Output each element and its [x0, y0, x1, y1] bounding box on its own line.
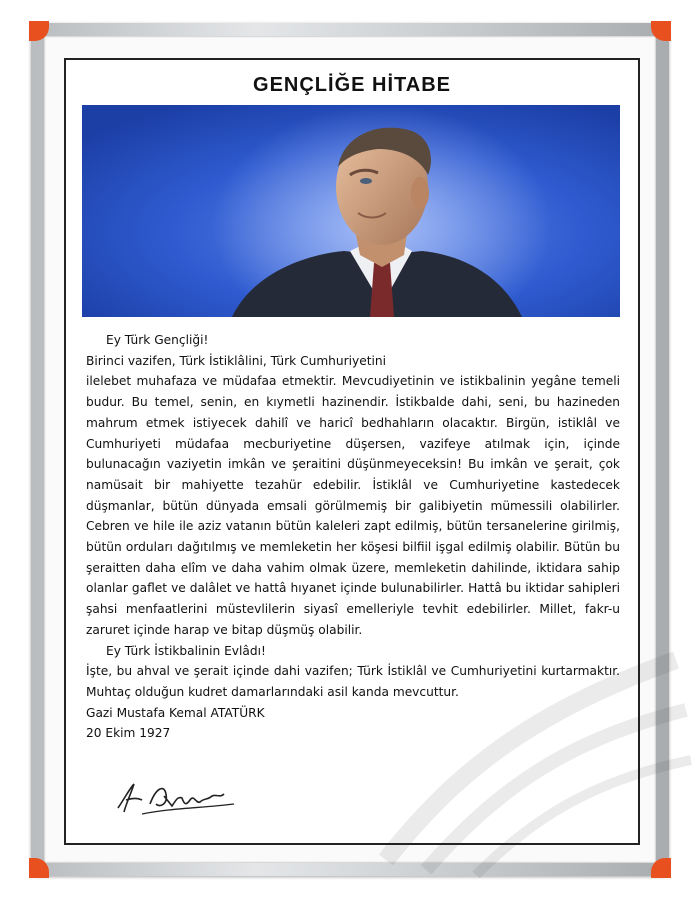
greeting: Ey Türk Gençliği! — [106, 333, 209, 347]
first-line: Birinci vazifen, Türk İstiklâlini, Türk Cumhuriyetini — [86, 353, 387, 368]
background-watermark — [366, 620, 696, 880]
date: 20 Ekim 1927 — [86, 726, 171, 741]
signature-image — [112, 774, 242, 820]
paragraph-2: İşte, bu ahval ve şerait içinde dahi vazifen; Türk İstiklâl ve Cumhuriyetini kurtarmaktır. Muhtaç olduğun kudret damarlarındaki asil kanda mevcuttur. — [86, 664, 620, 699]
author-name: Gazi Mustafa Kemal ATATÜRK — [86, 705, 265, 720]
paragraph-1: ilelebet muhafaza ve müdafaa etmektir. Mevcudiyetinin ve istikbalinin yegâne temeli budur. Bu temel, senin, en kıymetli hazinendir. İstikbalde dahi, seni, bu hazineden mahrum etmek istiyecek dahilî ve haricî bedhahların olacaktır. Birgün, istiklâl ve Cumhuriyeti müdafaa mecburiyetine düşersen, vazifeye atılmak için, içinde bulunacağın vaziyetin imkân ve şeraitini düşünmeyeceksin! Bu imkân ve şerait, çok namüsait bir mahiyette tezahür edebilir. İstiklâl ve Cumhuriyetine kastedecek düşmanlar, bütün dünyada emsali görülmemiş bir galibiyetin mümessili olabilirler. Cebren ve hile ile aziz vatanın bütün kaleleri zapt edilmiş, bütün tersanelerine girilmiş, bütün orduları dağıtılmış ve memleketin her köşesi bilfiil işgal edilmiş olabilir. Bütün bu şeraitten daha elîm ve daha vahim olmak üzere, memleketin dahilinde, iktidara sahip olanlar gaflet ve dalâlet ve hattâ hıyanet içinde bulunabilirler. Hattâ bu iktidar sahipleri şahsi menfaatlerini müstevlilerin siyasî emelleriyle tevhit edebilirler. Millet, fakr-u zaruret içinde harap ve bitap düşmüş olabilir. — [86, 374, 620, 637]
poster-title: GENÇLİĞE HİTABE — [253, 74, 451, 96]
portrait-illustration — [82, 105, 620, 317]
poster — [64, 58, 640, 845]
portrait-photo — [82, 105, 620, 317]
address-2: Ey Türk İstikbalinin Evlâdı! — [106, 643, 266, 658]
